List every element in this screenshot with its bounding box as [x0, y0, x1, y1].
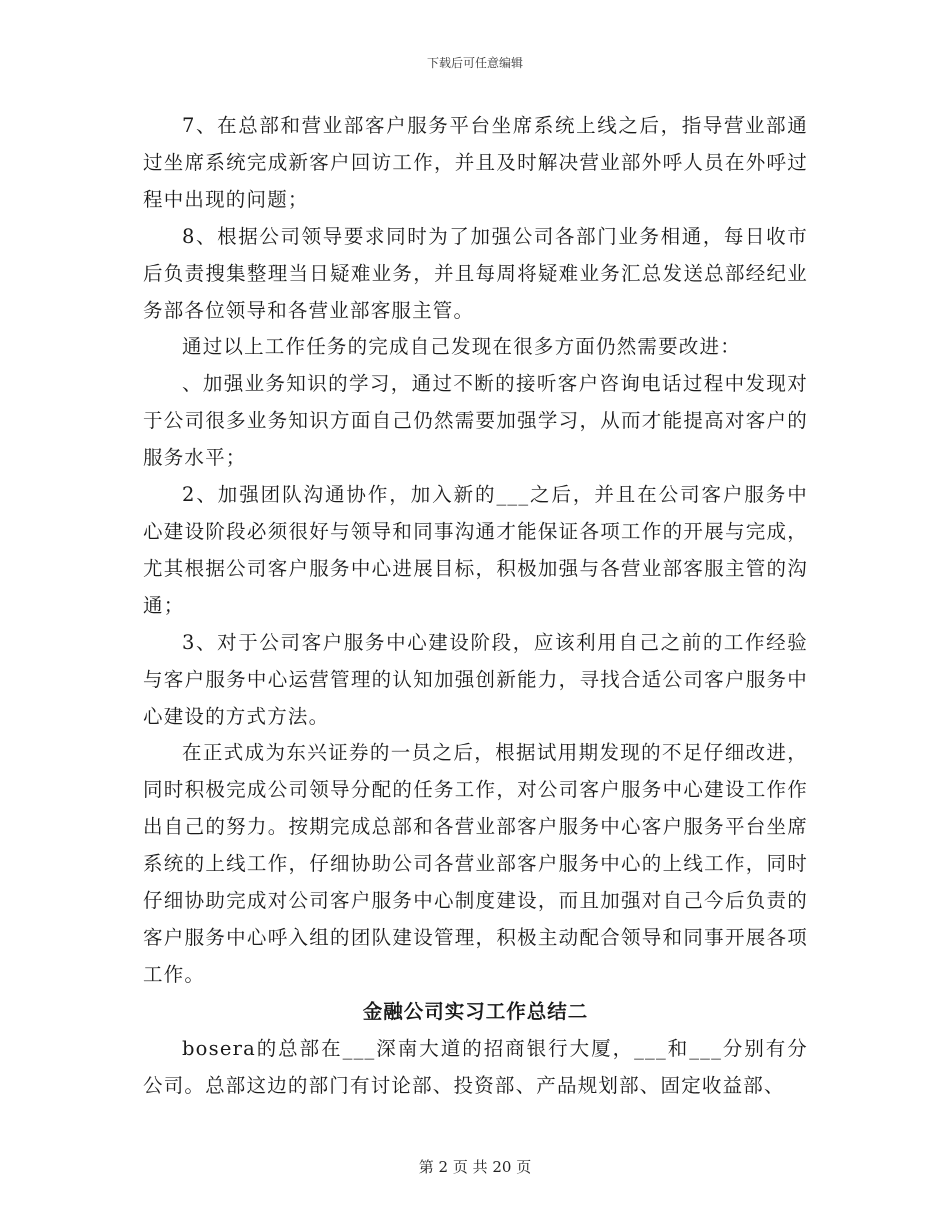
page-header-note: 下载后可任意编辑	[426, 56, 523, 70]
paragraph-improvement-intro: 通过以上工作任务的完成自己发现在很多方面仍然需要改进：	[182, 335, 741, 359]
section-title: 金融公司实习工作总结二	[362, 999, 589, 1023]
document-body	[143, 108, 808, 1104]
paragraph-item-8: 8、根据公司领导要求同时为了加强公司各部门业务相通，每日收市后负责搜集整理当日疑难业务，并且每周将疑难业务汇总发送总部经纪业务部各位领导和各营业部客服主管。	[143, 224, 808, 322]
paragraph-conclusion: 在正式成为东兴证券的一员之后，根据试用期发现的不足仔细改进，同时积极完成公司领导分配的任务工作，对公司客户服务中心建设工作作出自己的努力。按期完成总部和各营业部客户服务中心客户服务平台坐席系统的上线工作，仔细协助公司各营业部客户服务中心的上线工作，同时仔细协助完成对公司客户服务中心制度建设，而且加强对自己今后负责的客户服务中心呼入组的团队建设管理，积极主动配合领导和同事开展各项工作。	[143, 741, 808, 986]
page-number: 第 2 页 共 20 页	[418, 1158, 532, 1176]
paragraph-improvement-2: 2、加强团队沟通协作，加入新的___之后，并且在公司客户服务中心建设阶段必须很好与领导和同事沟通才能保证各项工作的开展与完成，尤其根据公司客户服务中心进展目标，积极加强与各营业部客服主管的沟通；	[143, 483, 808, 617]
paragraph-section-two-intro: bosera的总部在___深南大道的招商银行大厦，___和___分别有分公司。总部这边的部门有讨论部、投资部、产品规划部、固定收益部、	[143, 1036, 808, 1097]
paragraph-improvement-3: 3、对于公司客户服务中心建设阶段，应该利用自己之前的工作经验与客户服务中心运营管理的认知加强创新能力，寻找合适公司客户服务中心建设的方式方法。	[143, 630, 808, 728]
paragraph-item-7: 7、在总部和营业部客户服务平台坐席系统上线之后，指导营业部通过坐席系统完成新客户回访工作，并且及时解决营业部外呼人员在外呼过程中出现的问题；	[143, 114, 808, 211]
paragraph-improvement-1: 、加强业务知识的学习，通过不断的接听客户咨询电话过程中发现对于公司很多业务知识方面自己仍然需要加强学习，从而才能提高对客户的服务水平；	[143, 372, 808, 470]
